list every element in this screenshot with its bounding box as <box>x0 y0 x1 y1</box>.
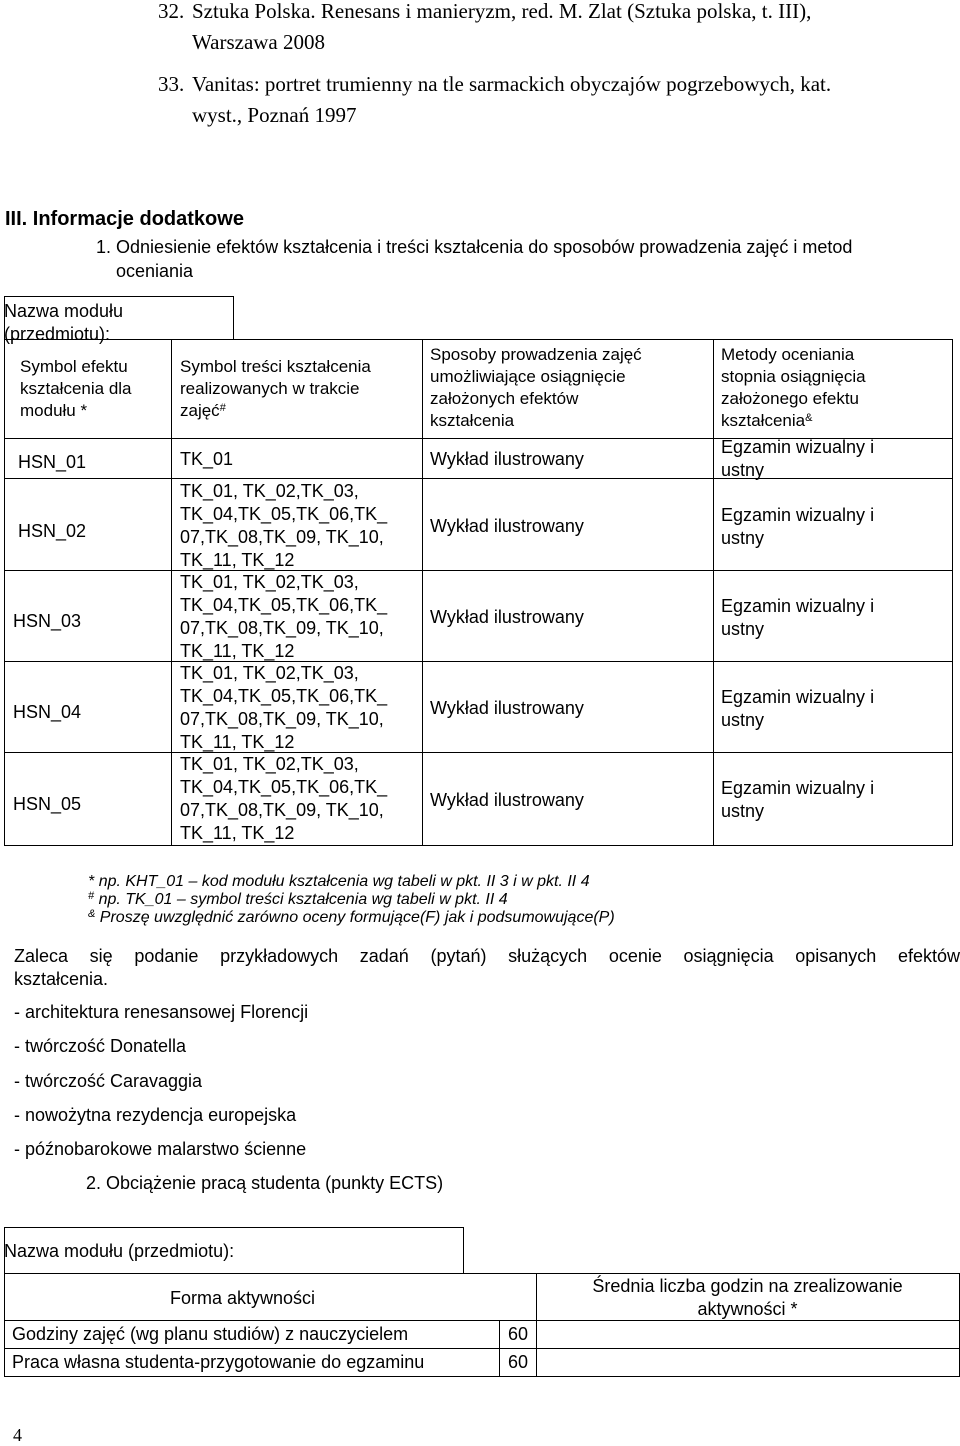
content-symbols: TK_01, TK_02,TK_03, TK_04,TK_05,TK_06,TK_ 07,TK_08,TK_09, TK_10, TK_11, TK_12 <box>180 663 388 752</box>
assessment-method: Egzamin wizualny i ustny <box>721 437 875 480</box>
effect-symbol: HSN_02 <box>18 521 87 541</box>
hours-value: 60 <box>508 1352 529 1372</box>
header-assessment-methods: Metody oceniania stopnia osiągnięcia założonego efektu kształcenia& <box>721 345 866 430</box>
bib-line: wyst., Poznań 1997 <box>192 103 357 127</box>
hours-value: 60 <box>508 1324 529 1344</box>
effect-symbol: HSN_03 <box>13 611 82 631</box>
bib-line: Vanitas: portret trumienny na tle sarmackich obyczajów pogrzebowych, kat. <box>192 72 832 96</box>
teaching-method: Wykład ilustrowany <box>430 449 584 469</box>
footnote-mark: # <box>219 402 226 414</box>
content-symbols: TK_01 <box>180 449 234 469</box>
list-item: - architektura renesansowej Florencji <box>14 1002 309 1022</box>
header-effect-symbol: Symbol efektu kształcenia dla modułu * <box>20 357 132 420</box>
bib-number: 32. <box>158 0 185 23</box>
effect-symbol: HSN_01 <box>18 452 87 472</box>
assessment-method: Egzamin wizualny i ustny <box>721 505 875 548</box>
subsection-number: 1. <box>96 237 112 257</box>
assessment-method: Egzamin wizualny i ustny <box>721 687 875 730</box>
assessment-method: Egzamin wizualny i ustny <box>721 778 875 821</box>
list-item: - późnobarokowe malarstwo ścienne <box>14 1139 307 1159</box>
effect-symbol: HSN_05 <box>13 794 82 814</box>
page-number: 4 <box>13 1425 22 1445</box>
effect-symbol: HSN_04 <box>13 702 82 722</box>
content-symbols: TK_01, TK_02,TK_03, TK_04,TK_05,TK_06,TK_ 07,TK_08,TK_09, TK_10, TK_11, TK_12 <box>180 572 388 661</box>
footnote-text: np. TK_01 – symbol treści kształcenia wg tabeli w pkt. II 4 <box>98 891 508 908</box>
footnote-text: np. KHT_01 – kod modułu kształcenia wg tabeli w pkt. II 3 i w pkt. II 4 <box>98 873 590 890</box>
list-item: - nowożytna rezydencja europejska <box>14 1105 297 1125</box>
ects-table <box>4 1227 960 1377</box>
assessment-method: Egzamin wizualny i ustny <box>721 596 875 639</box>
content-symbols: TK_01, TK_02,TK_03, TK_04,TK_05,TK_06,TK_ 07,TK_08,TK_09, TK_10, TK_11, TK_12 <box>180 754 388 843</box>
content-symbols: TK_01, TK_02,TK_03, TK_04,TK_05,TK_06,TK_ 07,TK_08,TK_09, TK_10, TK_11, TK_12 <box>180 481 388 570</box>
bib-line: Sztuka Polska. Renesans i manieryzm, red. M. Zlat (Sztuka polska, t. III), <box>192 0 812 23</box>
teaching-method: Wykład ilustrowany <box>430 607 584 627</box>
module-name-label: Nazwa modułu (przedmiotu): <box>4 301 124 344</box>
header-content-symbol: Symbol treści kształcenia realizowanych w trakcie zajęć# <box>180 357 371 420</box>
teaching-method: Wykład ilustrowany <box>430 698 584 718</box>
module-name-label: Nazwa modułu (przedmiotu): <box>4 1241 235 1261</box>
recommendation-text: Zaleca się podanie przykładowych zadań (pytań) służących ocenie osiągnięcia opisanych efektów <box>14 946 960 966</box>
effects-table <box>4 296 953 846</box>
bib-line: Warszawa 2008 <box>192 30 326 54</box>
footnote-mark: & <box>805 412 813 424</box>
bib-number: 33. <box>158 72 185 96</box>
recommendation-text-cont: kształcenia. <box>14 969 109 989</box>
teaching-method: Wykład ilustrowany <box>430 790 584 810</box>
list-item: - twórczość Donatella <box>14 1036 187 1056</box>
footnote-mark: # <box>88 890 95 902</box>
header-average-hours: Średnia liczba godzin na zrealizowanie aktywności * <box>592 1276 903 1319</box>
section-heading: III. Informacje dodatkowe <box>5 208 244 230</box>
subsection-text: Odniesienie efektów kształcenia i treści kształcenia do sposobów prowadzenia zajęć i metod <box>116 237 853 257</box>
teaching-method: Wykład ilustrowany <box>430 516 584 536</box>
list-item: - twórczość Caravaggia <box>14 1071 203 1091</box>
subsection-2-heading: 2. Obciążenie pracą studenta (punkty ECTS) <box>86 1173 444 1193</box>
footnote-2 <box>88 891 508 909</box>
footnote-1 <box>88 873 590 891</box>
footnote-text: Proszę uwzględnić zarówno oceny formujące(F) jak i podsumowujące(P) <box>99 909 615 926</box>
footnote-3 <box>88 909 615 927</box>
footnote-mark: & <box>88 908 96 920</box>
activity-label: Praca własna studenta-przygotowanie do egzaminu <box>12 1352 425 1372</box>
subsection-1-heading <box>96 236 852 259</box>
header-teaching-methods: Sposoby prowadzenia zajęć umożliwiające osiągnięcie założonych efektów kształcenia <box>430 345 642 430</box>
subsection-text-cont: oceniania <box>116 261 194 281</box>
header-activity-form: Forma aktywności <box>170 1288 316 1308</box>
activity-label: Godziny zajęć (wg planu studiów) z nauczycielem <box>12 1324 409 1344</box>
footnote-mark: * <box>88 873 95 890</box>
